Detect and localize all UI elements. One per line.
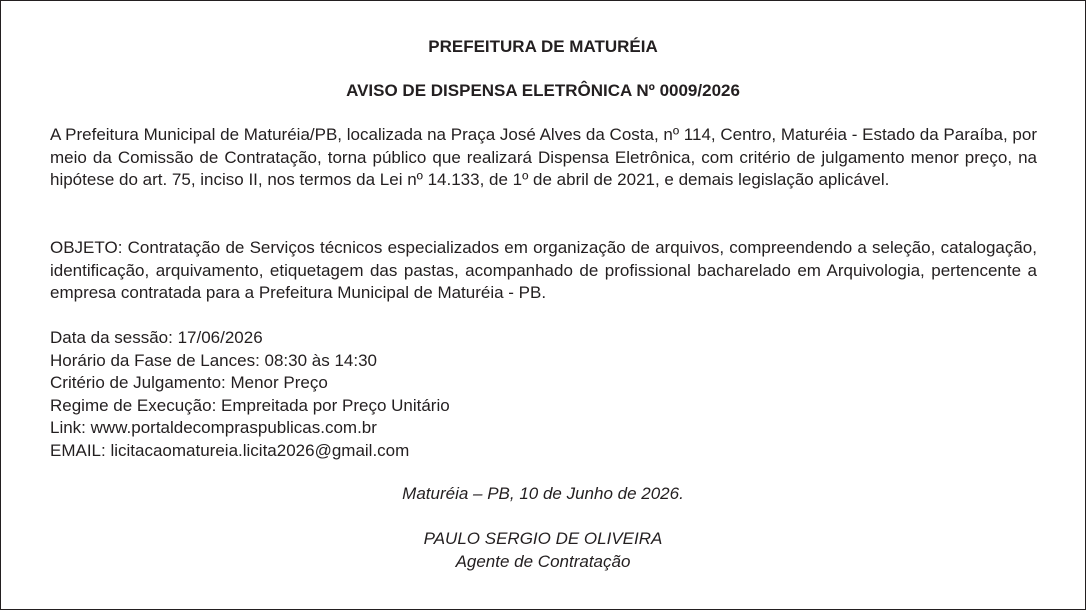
judgment-criterion: Critério de Julgamento: Menor Preço <box>50 373 328 392</box>
page-title: PREFEITURA DE MATURÉIA <box>428 37 658 56</box>
contact-email: EMAIL: licitacaomatureia.licita2026@gmail.com <box>50 440 410 460</box>
notice-subtitle: AVISO DE DISPENSA ELETRÔNICA Nº 0009/2026 <box>346 81 740 100</box>
session-date: Data da sessão: 17/06/2026 <box>50 328 263 347</box>
bidding-time: Horário da Fase de Lances: 08:30 às 14:30 <box>50 350 377 370</box>
execution-regime: Regime de Execução: Empreitada por Preço Unitário <box>50 395 450 415</box>
intro-paragraph: A Prefeitura Municipal de Maturéia/PB, localizada na Praça José Alves da Costa, nº 114, Centro, Maturéia - Estado da Paraíba, por meio da Comissão de Contratação, torna público que realizará Dispensa Eletrônica, com critério de julgamento menor preço, na hipótese do art. 75, inciso II, nos termos da Lei nº 14.133, de 1º de abril de 2021, e demais legislação aplicável. <box>50 125 1037 189</box>
object-paragraph: OBJETO: Contratação de Serviços técnicos especializados em organização de arquivos, compreendendo a seleção, catalogação, identificação, arquivamento, etiquetagem das pastas, acompanhado de profissional bacharelado em Arquivologia, pertencente a empresa contratada para a Prefeitura Municipal de Maturéia - PB. <box>50 238 1037 302</box>
signer-name: PAULO SERGIO DE OLIVEIRA <box>423 529 663 548</box>
signature-block <box>1 528 1085 573</box>
place-and-date: Maturéia – PB, 10 de Junho de 2026. <box>402 484 684 503</box>
portal-link: Link: www.portaldecompraspublicas.com.br <box>50 418 377 437</box>
signer-role: Agente de Contratação <box>455 551 631 571</box>
details-list <box>50 327 450 462</box>
